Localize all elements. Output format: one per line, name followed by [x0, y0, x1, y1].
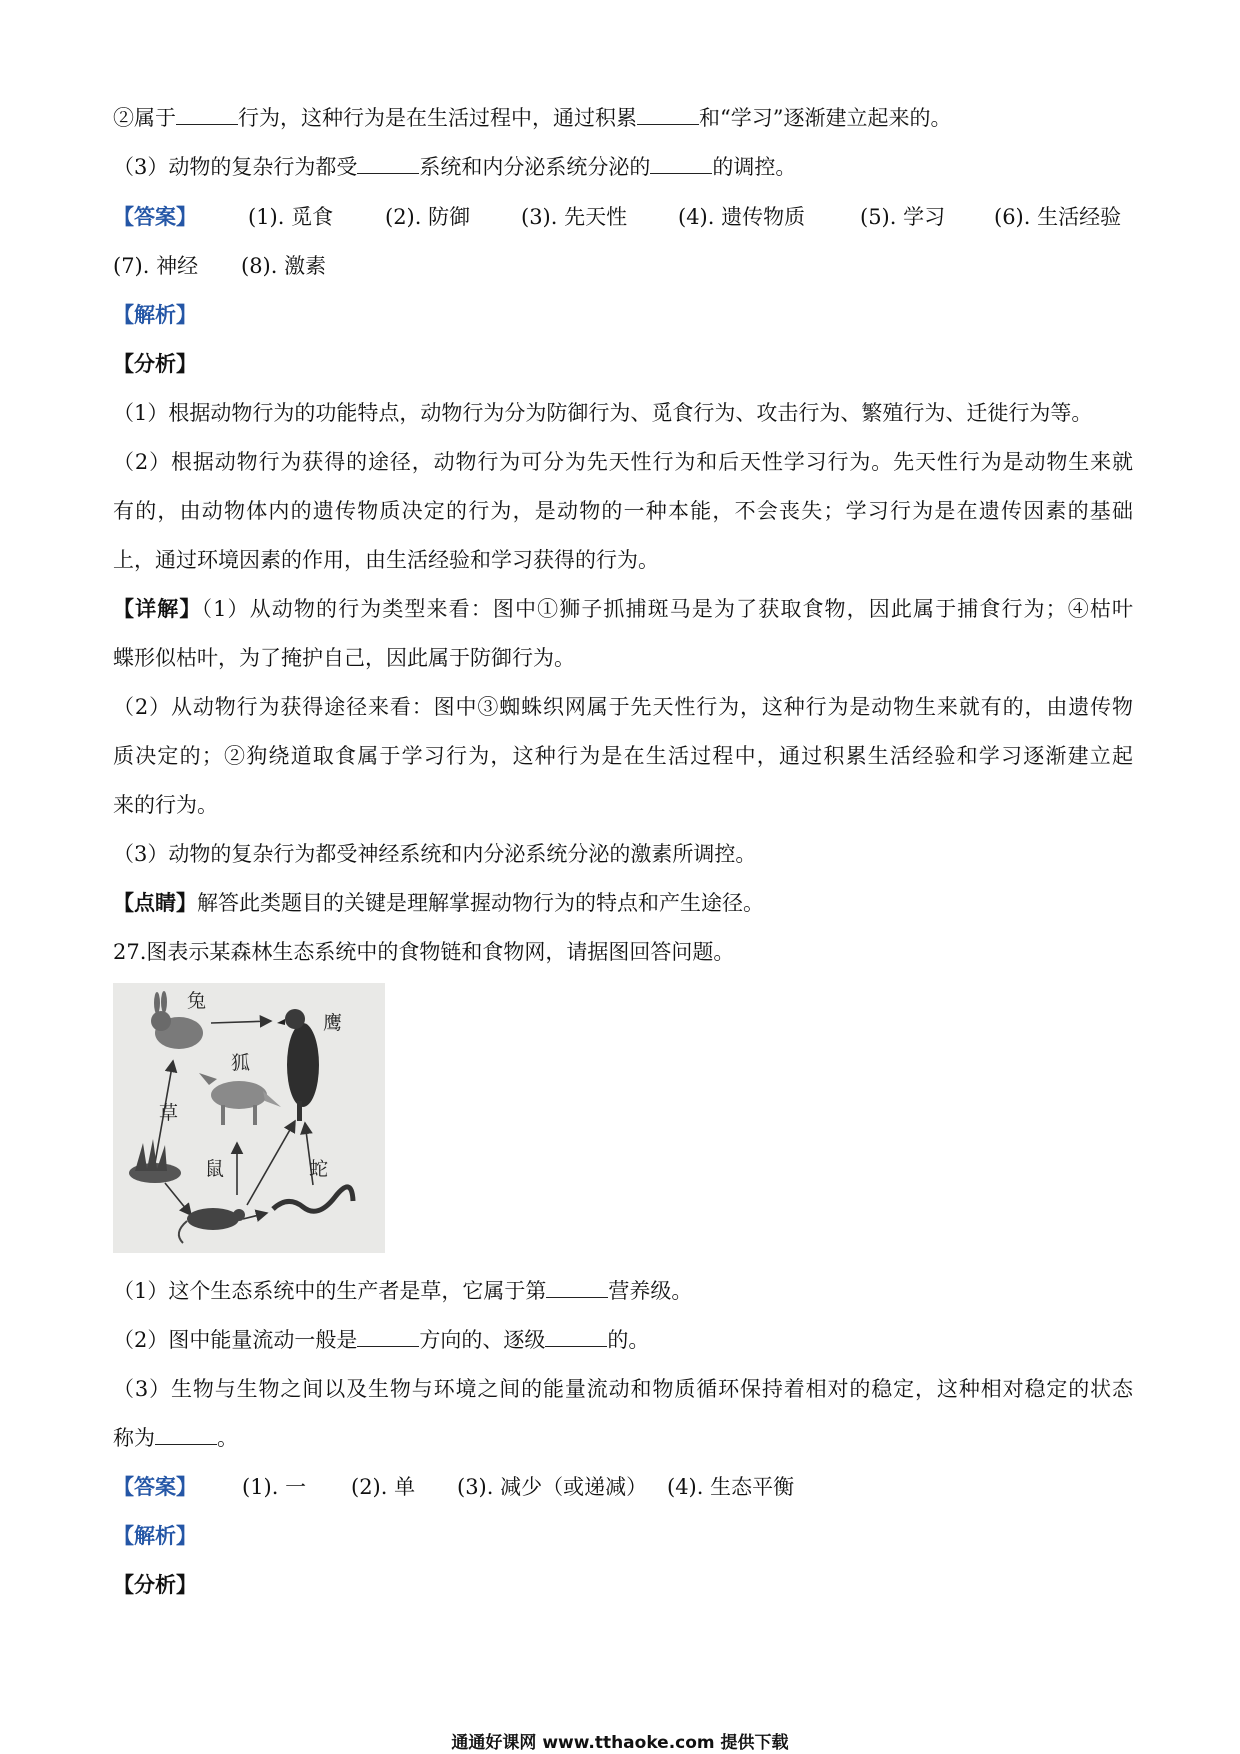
answer-item: (2). 单: [351, 1475, 416, 1499]
jiexi-tag: 【解析】: [113, 302, 197, 327]
answer-blank: [650, 155, 712, 174]
arrow-grass-mouse: [165, 1183, 191, 1215]
answer-blank: [176, 106, 238, 125]
label-grass: 草: [159, 1102, 179, 1124]
jiexi-tag: 【解析】: [113, 1523, 197, 1548]
label-rabbit: 兔: [187, 990, 207, 1012]
analysis-p2-line1: （2）根据动物行为获得的途径，动物行为可分为先天性行为和后天性学习行为。先天性行为是动物生来就: [113, 450, 1133, 474]
answer-blank: [545, 1328, 607, 1347]
answer-item: (7). 神经: [113, 254, 199, 278]
label-mouse: 鼠: [205, 1158, 225, 1180]
answer-tag: 【答案】: [113, 204, 197, 229]
detail-d3: （3）动物的复杂行为都受神经系统和内分泌系统分泌的激素所调控。: [113, 842, 757, 866]
answer-item: (3). 减少（或递减）: [457, 1475, 648, 1499]
label-eagle: 鹰: [323, 1012, 343, 1034]
label-fox: 狐: [231, 1052, 251, 1074]
detail-d2-line2: 质决定的；②狗绕道取食属于学习行为，这种行为是在生活过程中，通过积累生活经验和学习逐渐建立起: [113, 744, 1133, 768]
arrow-mouse-snake: [243, 1213, 267, 1219]
dianjing-tag: 【点睛】: [113, 890, 197, 915]
answer-item: (1). 一: [242, 1475, 307, 1499]
grass-icon: [129, 1139, 181, 1183]
detail-d2-line3: 来的行为。: [113, 793, 218, 817]
arrow-mouse-eagle: [247, 1121, 295, 1205]
answer-blank: [637, 106, 699, 125]
footer: 通通好课网 www.tthaoke.com 提供下载: [451, 1733, 789, 1753]
q26-item3: （3）动物的复杂行为都受 系统和内分泌系统分泌的 的调控。: [113, 155, 797, 179]
answer-item: (1). 觅食: [248, 205, 334, 229]
q27-s1: （1）这个生态系统中的生产者是草，它属于第 营养级。: [113, 1279, 693, 1303]
q27-s3-line1: （3）生物与生物之间以及生物与环境之间的能量流动和物质循环保持着相对的稳定，这种相对稳定的状态: [113, 1377, 1133, 1401]
analysis-p2-line3: 上，通过环境因素的作用，由生活经验和学习获得的行为。: [113, 548, 659, 572]
answer-tag: 【答案】: [113, 1474, 197, 1499]
fenxi-tag: 【分析】: [113, 1572, 197, 1597]
analysis-p2-line2: 有的，由动物体内的遗传物质决定的行为，是动物的一种本能，不会丧失；学习行为是在遗传因素的基础: [113, 499, 1133, 523]
answer-blank: [546, 1279, 608, 1298]
answer-item: (3). 先天性: [521, 205, 628, 229]
food-web-figure: [113, 983, 385, 1253]
xiangjie-tag: 【详解】: [113, 596, 202, 621]
food-web-drawing: [113, 983, 385, 1253]
answer-item: (2). 防御: [385, 205, 471, 229]
fenxi-tag: 【分析】: [113, 351, 197, 376]
answer-item: (8). 激素: [241, 254, 327, 278]
q27-stem: 27.图表示某森林生态系统中的食物链和食物网，请据图回答问题。: [113, 940, 735, 964]
detail-d1-line1: 【详解】（1）从动物的行为类型来看：图中①狮子抓捕斑马是为了获取食物，因此属于捕食行为；④枯叶: [113, 596, 1134, 621]
detail-d1-line2: 蝶形似枯叶，为了掩护自己，因此属于防御行为。: [113, 646, 575, 670]
answer-item: (4). 生态平衡: [667, 1475, 795, 1499]
answer-item: (4). 遗传物质: [678, 205, 806, 229]
answer-blank: [155, 1426, 217, 1445]
eagle-icon: [277, 1009, 319, 1121]
answer-item: (5). 学习: [860, 205, 946, 229]
q26-item2: ②属于 行为，这种行为是在生活过程中，通过积累 和“学习”逐渐建立起来的。: [113, 106, 952, 130]
dianjing-line: 【点睛】解答此类题目的关键是理解掌握动物行为的特点和产生途径。: [113, 890, 764, 915]
fox-icon: [199, 1073, 281, 1125]
q27-s2: （2）图中能量流动一般是 方向的、逐级 的。: [113, 1328, 650, 1352]
answer-blank: [357, 1328, 419, 1347]
answer-blank: [357, 155, 419, 174]
q27-s3-line2: 称为 。: [113, 1426, 238, 1450]
analysis-p1: （1）根据动物行为的功能特点，动物行为分为防御行为、觅食行为、攻击行为、繁殖行为、迁徙行为等。: [113, 401, 1093, 425]
arrow-rabbit-eagle: [211, 1021, 271, 1023]
answer-item: (6). 生活经验: [994, 205, 1122, 229]
label-snake: 蛇: [309, 1158, 329, 1180]
detail-d2-line1: （2）从动物行为获得途径来看：图中③蜘蛛织网属于先天性行为，这种行为是动物生来就有的，由遗传物: [113, 695, 1133, 719]
snake-icon: [273, 1187, 353, 1211]
